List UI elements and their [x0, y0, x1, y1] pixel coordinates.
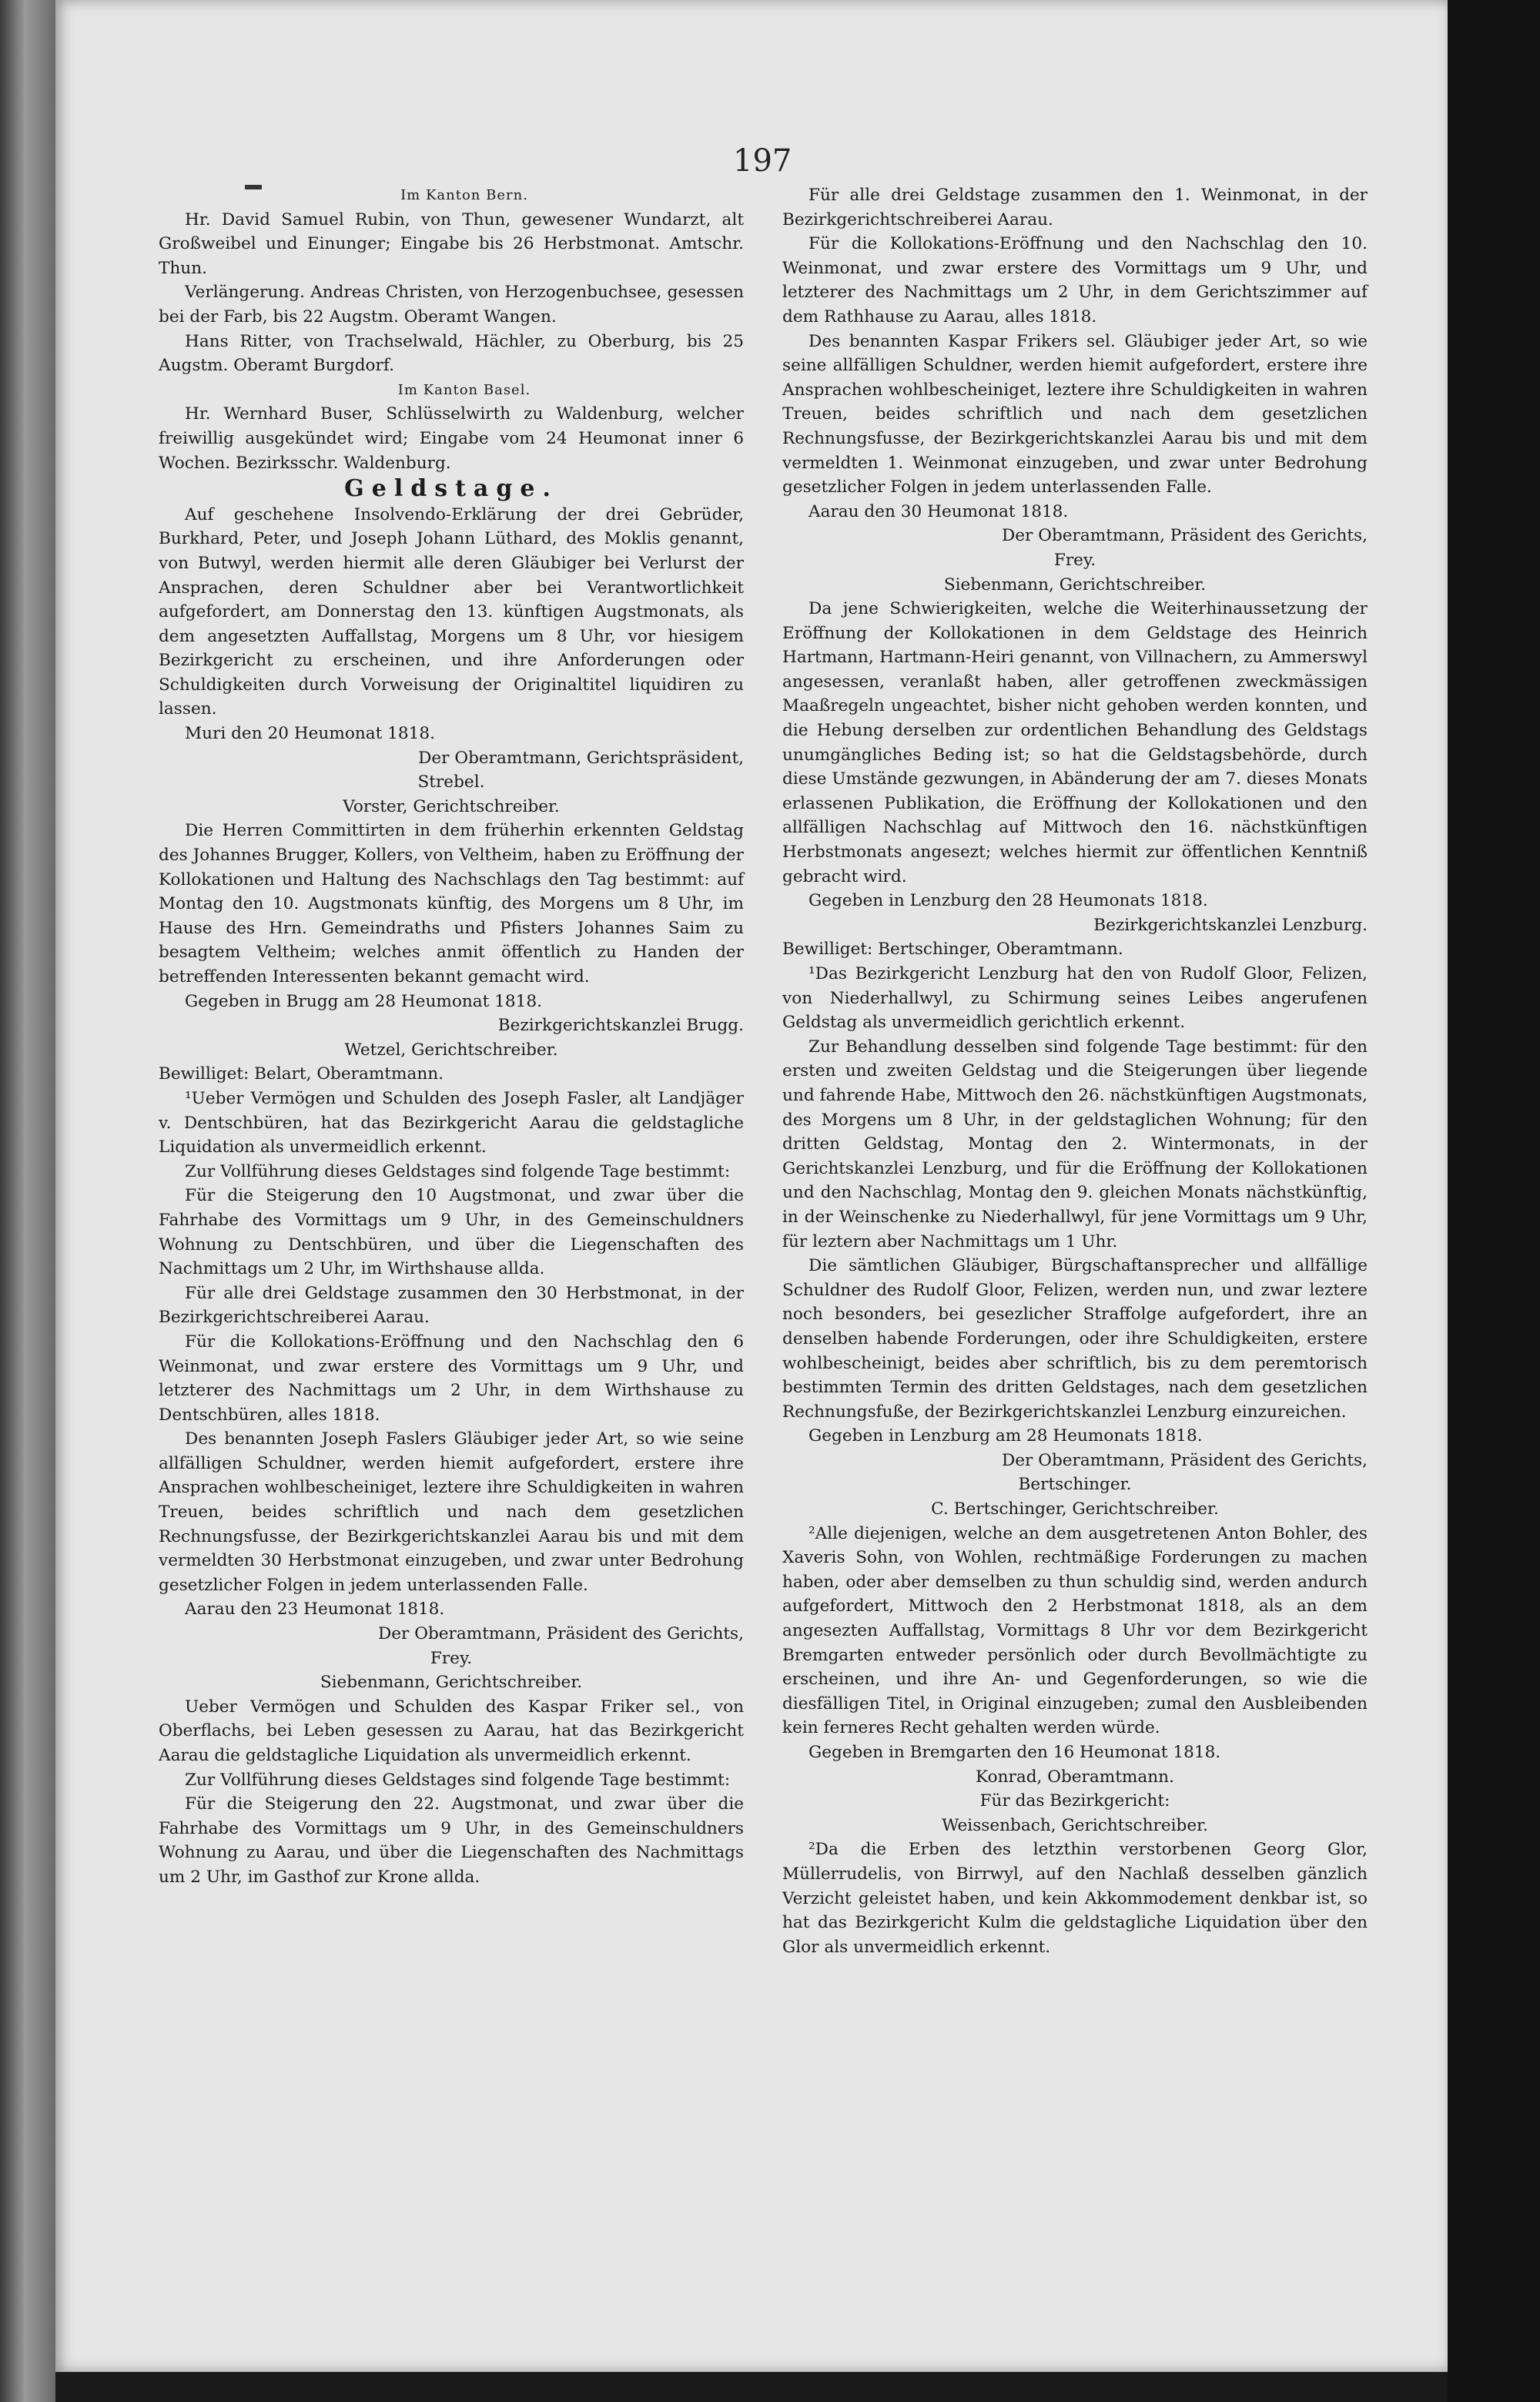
signature-office: Bezirkgerichtskanzlei Lenzburg.: [1093, 915, 1368, 935]
notice-gloor: ¹Das Bezirkgericht Lenzburg hat den von Rudolf Gloor, Felizen, von Niederhallwyl, zu Schirmung seines Leibes angerufenen Geldstag als unvermeidlich gerichtlich erkennt.: [782, 964, 1368, 1033]
notice-fasler-creditors: Des benannten Joseph Faslers Gläubiger jeder Art, so wie seine allfälligen Schuldner, werden hiemit aufgefordert, erstere ihre Ansprachen wohlbescheiniget, leztere ihre Schuldigkeiten in wahren Treuen, beides schriftlich und nach dem gesetzlichen Rechnungsfusse, der Bezirkgerichtskanzlei Aarau bis und mit dem vermeldten 30 Herbstmonat einzugeben, und zwar unter Bedrohung gesetzlicher Folgen in jedem unterlassenden Falle.: [159, 1429, 744, 1595]
scan-right-edge: [1448, 0, 1540, 2402]
notice-fasler-auction: Für die Steigerung den 10 Augstmonat, und zwar über die Fahrhabe des Vormittags um 9 Uhr, in des Gemeinschuldners Wohnung zu Dentschbüren, und über die Liegenschaften des Nachmittags um 2 Uhr, im Wirthshause allda.: [159, 1186, 744, 1279]
scan-left-edge: [0, 0, 55, 2402]
dateline-lenzburg: Gegeben in Lenzburg am 28 Heumonats 1818.: [808, 1426, 1203, 1446]
signature-title: Der Oberamtmann, Präsident des Gerichts,: [377, 1624, 744, 1644]
notice-fasler-geldstage: Für alle drei Geldstage zusammen den 30 Herbstmonat, in der Bezirkgerichtschreiberei Aarau.: [159, 1283, 744, 1328]
notice-friker: Ueber Vermögen und Schulden des Kaspar Friker sel., von Oberflachs, bei Leben gesessen zu Aarau, hat das Bezirkgericht Aarau die geldstagliche Liquidation als unvermeidlich erkennt.: [159, 1697, 744, 1765]
signature-title: Der Oberamtmann, Präsident des Gerichts,: [1001, 1450, 1368, 1470]
notice-friker-creditors: Des benannten Kaspar Frikers sel. Gläubiger jeder Art, so wie seine allfälligen Schuldner, werden hiemit aufgefordert, erstere ihre Ansprachen wohlbescheiniget, leztere ihre Schuldigkeiten in wahren Treuen, beides schriftlich und nach dem gesetzlichen Rechnungsfusse, der Bezirkgerichtskanzlei Aarau bis und mit dem vermeldten 1. Weinmonat einzugeben, und zwar unter Bedrohung gesetzlicher Folgen in jedem unterlassenden Falle.: [782, 331, 1368, 497]
notice-friker-days: Zur Vollführung dieses Geldstages sind folgende Tage bestimmt:: [185, 1770, 731, 1790]
notice-gloor-creditors: Die sämtlichen Gläubiger, Bürgschaftansprecher und allfällige Schuldner des Rudolf Gloor, Felizen, werden nun, und zwar leztere noch besonders, bei gesezlicher Straffolge aufgefordert, ihre an denselben habende Forderungen, oder ihre Schuldigkeiten, erstere wohlbescheinigt, beides aber schriftlich, bis zu dem peremtorisch bestimmten Termin des dritten Geldstages, nach dem gesetzlichen Rechnungsfuße, der Bezirkgerichtskanzlei Lenzburg einzureichen.: [782, 1256, 1368, 1422]
right-column: [782, 183, 1368, 1959]
notice-fasler: ¹Ueber Vermögen und Schulden des Joseph Fasler, alt Landjäger v. Dentschbüren, hat das Bezirkgericht Aarau die geldstagliche Liquidation als unvermeidlich erkennt.: [159, 1088, 744, 1157]
signature-clerk: Siebenmann, Gerichtschreiber.: [943, 575, 1207, 595]
notice-brugger: Die Herren Committirten in dem früherhin erkennten Geldstag des Johannes Brugger, Kollers, von Veltheim, haben zu Eröffnung der Kollokationen und Haltung des Nachschlags den Tag bestimmt: auf Montag den 10. Augstmonats künftig, des Morgens um 8 Uhr, im Hause des Hrn. Gemeindraths und Pfisters Johannes Saim zu besagtem Veltheim; welches anmit öffentlich zu Handen der betreffenden Interessenten bekannt gemacht wird.: [159, 821, 744, 987]
canton-heading-basel: Im Kanton Basel.: [397, 381, 531, 398]
notice-rubin: Hr. David Samuel Rubin, von Thun, gewesener Wundarzt, alt Großweibel und Einunger; Eingabe bis 26 Herbstmonat. Amtschr. Thun.: [159, 209, 744, 278]
signature-clerk: C. Bertschinger, Gerichtschreiber.: [931, 1499, 1219, 1519]
approval-line: Bewilliget: Bertschinger, Oberamtmann.: [782, 940, 1123, 960]
signature-name: Frey.: [1053, 550, 1096, 570]
canton-heading-bern: Im Kanton Bern.: [400, 187, 528, 203]
notice-friker-geldstage: Für alle drei Geldstage zusammen den 1. Weinmonat, in der Bezirkgerichtschreiberei Aarau.: [782, 186, 1368, 229]
notice-bohler: ²Alle diejenigen, welche an dem ausgetretenen Anton Bohler, des Xaveris Sohn, von Wohlen, rechtmäßige Forderungen zu machen haben, oder aber demselben zu thun schuldig sind, werden andurch aufgefordert, Mittwoch den 2 Herbstmonat 1818, als an dem angesezten Auffallstag, Vormittags 8 Uhr vor dem Bezirkgericht Bremgarten entweder persönlich oder durch Bevollmächtigte zu erscheinen, und ihre An- und Gegenforderungen, so wie die diesfälligen Titel, in Original einzugeben; zumal den Ausbleibenden kein ferneres Recht gehalten werden würde.: [782, 1523, 1368, 1738]
signature-clerk: Vorster, Gerichtschreiber.: [343, 796, 560, 816]
notice-fasler-kollokation: Für die Kollokations-Eröffnung und den Nachschlag den 6 Weinmonat, und zwar erstere des Vormittags um 9 Uhr, und letzterer des Nachmittags um 2 Uhr, in dem Wirthshause zu Dentschbüren, alles 1818.: [159, 1332, 744, 1425]
notice-buser: Hr. Wernhard Buser, Schlüsselwirth zu Waldenburg, welcher freiwillig ausgekündet wird; Eingabe vom 24 Heumonat inner 6 Wochen. Bezirksschr. Waldenburg.: [159, 404, 744, 473]
notice-friker-kollokation: Für die Kollokations-Eröffnung und den Nachschlag den 10. Weinmonat, und zwar erstere des Vormittags um 9 Uhr, und letzterer des Nachmittags um 2 Uhr, in dem Gerichtszimmer auf dem Rathhause zu Aarau, alles 1818.: [782, 234, 1368, 327]
signature-clerk: Weissenbach, Gerichtschreiber.: [942, 1815, 1208, 1835]
signature-name: Bertschinger.: [1018, 1475, 1132, 1495]
signature-name: Konrad, Oberamtmann.: [976, 1767, 1174, 1787]
dateline-aarau: Aarau den 23 Heumonat 1818.: [185, 1600, 445, 1620]
signature-title: Der Oberamtmann, Präsident des Gerichts,: [1001, 526, 1368, 546]
notice-hartmann: Da jene Schwierigkeiten, welche die Weiterhinaussetzung der Eröffnung der Kollokationen in dem Geldstage des Heinrich Hartmann, Hartmann-Heiri genannt, von Villnachern, zu Ammerswyl angesessen, veranlaßt haben, aller getroffenen zweckmässigen Maaßregeln ungeachtet, bisher nicht gehoben werden konnten, und die Hebung derselben zur ordentlichen Behandlung des Geldstags unumgängliches Beding ist; so hat die Geldstagsbehörde, durch diese Umstände gezwungen, in Abänderung der am 7. dieses Monats erlassenen Publikation, die Eröffnung der Kollokationen und den allfälligen Nachschlag auf Mittwoch den 16. nächstkünftigen Herbstmonats angesezt; welches hiermit zur öffentlichen Kenntniß gebracht wird.: [782, 599, 1368, 886]
signature-title: Der Oberamtmann, Gerichtspräsident,: [418, 748, 744, 768]
notice-ritter: Hans Ritter, von Trachselwald, Hächler, zu Oberburg, bis 25 Augstm. Oberamt Burgdorf.: [159, 331, 744, 376]
section-title-geldstage: Geldstage.: [344, 475, 558, 503]
notice-fasler-days: Zur Vollführung dieses Geldstages sind folgende Tage bestimmt:: [185, 1161, 731, 1181]
notice-glor: ²Da die Erben des letzthin verstorbenen Georg Glor, Müllerrudelis, von Birrwyl, auf den Nachlaß desselben gänzlich Verzicht geleistet haben, und kein Akkommodement denkbar ist, so hat das Bezirkgericht Kulm die geldstagliche Liquidation über den Glor als unvermeidlich erkennt.: [782, 1840, 1368, 1957]
signature-clerk: Siebenmann, Gerichtschreiber.: [320, 1673, 583, 1693]
notice-gloor-days: Zur Behandlung desselben sind folgende Tage bestimmt: für den ersten und zweiten Geldstag und die Steigerungen über liegende und fahrende Habe, Mittwoch den 26. nächstkünftigen Augstmonats, des Morgens um 8 Uhr, in der geldstaglichen Wohnung; für den dritten Geldstag, Montag den 2. Wintermonats, in der Gerichtskanzlei Lenzburg, und für die Eröffnung der Kollokationen und den Nachschlag, Montag den 9. gleichen Monats nächstkünftig, in der Weinschenke zu Niederhallwyl, für jene Vormittags um 9 Uhr, für leztern aber Nachmittags um 1 Uhr.: [782, 1037, 1368, 1251]
dateline-muri: Muri den 20 Heumonat 1818.: [185, 724, 435, 744]
left-column: [159, 183, 744, 1890]
approval-line: Bewilliget: Belart, Oberamtmann.: [159, 1064, 444, 1084]
notice-christen: Verlängerung. Andreas Christen, von Herzogenbuchsee, gesessen bei der Farb, bis 22 Augstm. Oberamt Wangen.: [159, 283, 744, 327]
notice-luethard: Auf geschehene Insolvendo-Erklärung der drei Gebrüder, Burkhard, Peter, und Joseph Johann Lüthard, des Moklis genannt, von Butwyl, werden hiermit alle deren Gläubiger bei Verlurst der Ansprachen, deren Schuldner aber bei Verantwortlichkeit aufgefordert, am Donnerstag den 13. künftigen Augstmonats, als dem angesetzten Auffallstag, Morgens um 8 Uhr, vor hiesigem Bezirkgericht zu erscheinen, und ihre Anforderungen oder Schuldigkeiten durch Vorweisung der Originaltitel liquidiren zu lassen.: [159, 504, 744, 719]
signature-clerk: Wetzel, Gerichtschreiber.: [344, 1040, 558, 1060]
signature-office: Für das Bezirkgericht:: [979, 1791, 1170, 1811]
signature-name: Strebel.: [417, 772, 485, 792]
signature-office: Bezirkgerichtskanzlei Brugg.: [497, 1016, 744, 1036]
notice-friker-auction: Für die Steigerung den 22. Augstmonat, und zwar über die Fahrhabe des Vormittags um 9 Uhr, in des Gemeinschuldners Wohnung zu Aarau, und über die Liegenschaften des Nachmittags um 2 Uhr, im Gasthof zur Krone allda.: [159, 1794, 744, 1887]
page-number: 197: [733, 143, 792, 179]
dateline-aarau: Aarau den 30 Heumonat 1818.: [808, 501, 1069, 521]
dateline-lenzburg: Gegeben in Lenzburg den 28 Heumonats 1818.: [808, 891, 1208, 911]
dateline-bremgarten: Gegeben in Bremgarten den 16 Heumonat 1818.: [808, 1743, 1221, 1762]
dateline-brugg: Gegeben in Brugg am 28 Heumonat 1818.: [185, 991, 542, 1011]
signature-name: Frey.: [430, 1648, 473, 1668]
